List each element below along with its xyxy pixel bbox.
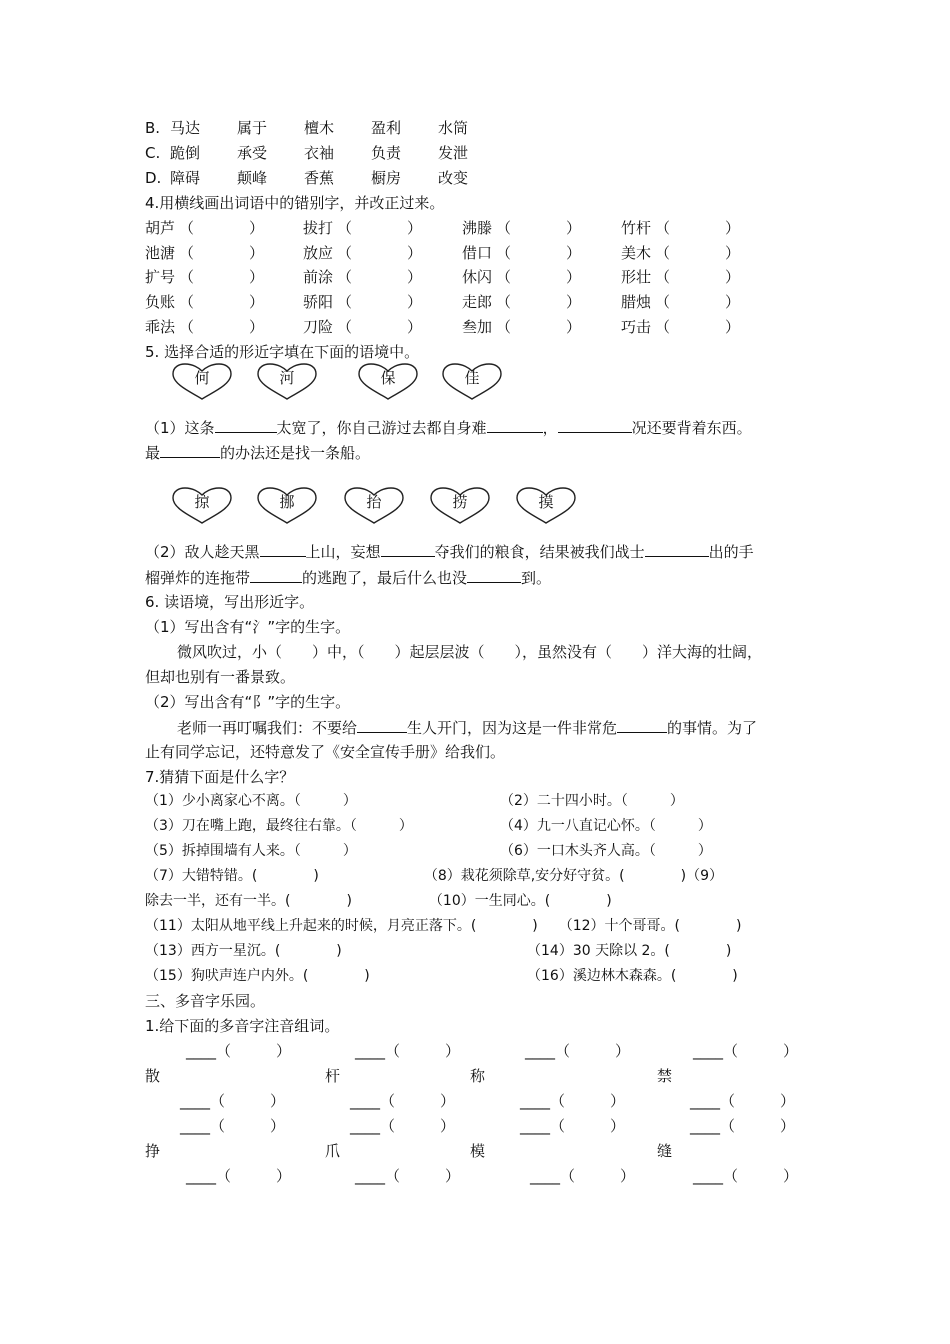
heart-word-card[interactable]	[515, 487, 577, 525]
option-word: 香蕉	[304, 169, 335, 187]
heart-character: 抬	[366, 493, 382, 511]
option-word: 马达	[170, 119, 201, 137]
riddle-2: （2）二十四小时。（ ）	[500, 793, 684, 809]
answer-paren-close: ）	[249, 317, 265, 336]
riddle-7-8-9: （7）大错特错。( ) （8）栽花须除草,安分好守贫。( )（9）	[145, 868, 724, 884]
heart-character: 佳	[464, 369, 480, 387]
option-word: 改变	[438, 169, 469, 187]
option-label: B.	[145, 119, 161, 137]
q4-word: 胡芦	[145, 219, 176, 237]
heart-character: 保	[380, 369, 396, 387]
option-word: 水筒	[438, 119, 469, 137]
pinyin-word-slot[interactable]: ____（ ）	[693, 1167, 799, 1185]
q4-word: 巧击	[621, 317, 652, 336]
pinyin-word-slot[interactable]: ____（ ）	[350, 1092, 456, 1110]
option-word: 檀木	[304, 119, 335, 137]
answer-paren-close: ）	[725, 293, 741, 312]
answer-paren-close: ）	[725, 317, 741, 336]
q4-word: 竹杆	[621, 219, 652, 237]
answer-paren-open[interactable]: （	[655, 243, 671, 262]
pinyin-word-slot[interactable]: ____（ ）	[180, 1117, 286, 1135]
q4-word: 负账	[145, 293, 176, 312]
q4-word: 美木	[621, 243, 652, 262]
answer-paren-close: ）	[249, 293, 265, 312]
pinyin-word-slot[interactable]: ____（ ）	[525, 1042, 631, 1060]
riddle-9-10: 除去一半，还有一半。( ) （10）一生同心。( )	[145, 893, 612, 909]
option-word: 橱房	[371, 169, 402, 187]
answer-blank[interactable]	[645, 540, 709, 557]
answer-paren-close: ）	[407, 293, 423, 312]
riddle-1: （1）少小离家心不离。（ ）	[145, 793, 357, 809]
option-word: 障碍	[170, 169, 201, 187]
answer-blank[interactable]	[357, 716, 407, 733]
answer-paren-close: ）	[249, 243, 265, 262]
pinyin-word-slot[interactable]: ____（ ）	[186, 1042, 292, 1060]
riddle-16: （16）溪边林木森森。( )	[527, 968, 738, 984]
text: 出的手	[708, 543, 754, 561]
riddle-15: （15）狗吠声连户内外。( )	[145, 968, 370, 984]
answer-paren-open[interactable]: （	[655, 219, 671, 237]
polyphone-character: 称	[470, 1067, 486, 1085]
pinyin-word-slot[interactable]: ____（ ）	[693, 1042, 799, 1060]
heart-word-card[interactable]	[441, 363, 503, 401]
polyphone-character: 挣	[145, 1142, 161, 1160]
section-3-title: 三、多音字乐园。	[145, 992, 266, 1010]
answer-blank[interactable]	[160, 441, 220, 458]
option-word: 承受	[237, 144, 268, 162]
answer-blank[interactable]	[487, 416, 543, 433]
q4-word: 形壮	[621, 268, 652, 287]
heart-word-card[interactable]	[256, 363, 318, 401]
text: 况还要背着东西。	[631, 419, 752, 437]
pinyin-word-slot[interactable]: ____（ ）	[180, 1092, 286, 1110]
pinyin-word-slot[interactable]: ____（ ）	[350, 1117, 456, 1135]
answer-paren-close: ）	[249, 219, 265, 237]
q6-part-2-line-1	[177, 716, 757, 739]
riddle-11-12: （11）太阳从地平线上升起来的时候，月亮正落下。( ) （12）十个哥哥。( )	[145, 918, 742, 934]
q5-title: 5. 选择合适的形近字填在下面的语境中。	[145, 343, 420, 361]
q6-part-1-line-2: 但却也别有一番景致。	[145, 668, 296, 686]
q7-title: 7.猜猜下面是什么字？	[145, 768, 295, 786]
riddle-13: （13）西方一星沉。( )	[145, 943, 342, 959]
heart-character: 摸	[538, 493, 554, 511]
answer-paren-open[interactable]: （	[337, 268, 353, 287]
answer-blank[interactable]	[260, 540, 306, 557]
q4-word: 走郎	[462, 293, 493, 312]
answer-paren-open[interactable]: （	[655, 293, 671, 312]
answer-paren-open[interactable]: （	[496, 243, 512, 262]
polyphone-character: 散	[145, 1067, 161, 1085]
answer-paren-close: ）	[407, 219, 423, 237]
answer-paren-close: ）	[566, 317, 582, 336]
pinyin-word-slot[interactable]: ____（ ）	[355, 1167, 461, 1185]
pinyin-word-slot[interactable]: ____（ ）	[520, 1117, 626, 1135]
q4-title: 4.用横线画出词语中的错别字，并改正过来。	[145, 194, 445, 212]
q4-word: 扩号	[145, 268, 176, 287]
riddle-14: （14）30 天除以 2。( )	[527, 943, 732, 959]
q4-word: 休闪	[462, 268, 493, 287]
pinyin-word-slot[interactable]: ____（ ）	[690, 1117, 796, 1135]
heart-character: 河	[279, 369, 295, 387]
heart-character: 捞	[452, 493, 468, 511]
answer-paren-close: ）	[407, 317, 423, 336]
answer-paren-open[interactable]: （	[496, 317, 512, 336]
answer-blank[interactable]	[381, 540, 435, 557]
q5-sentence-2-line-2	[145, 566, 551, 589]
answer-blank[interactable]	[558, 416, 632, 433]
polyphone-character: 模	[470, 1142, 486, 1160]
answer-paren-close: ）	[407, 243, 423, 262]
q5-sentence-2-line-1	[145, 540, 754, 563]
pinyin-word-slot[interactable]: ____（ ）	[186, 1167, 292, 1185]
text: （2）敌人趁天黑	[145, 543, 260, 561]
polyphone-character: 爪	[325, 1142, 341, 1160]
answer-paren-close: ）	[725, 243, 741, 262]
answer-paren-open[interactable]: （	[655, 317, 671, 336]
pinyin-word-slot[interactable]: ____（ ）	[355, 1042, 461, 1060]
text: ，	[542, 419, 558, 437]
riddle-5: （5）拆掉围墙有人来。（ ）	[145, 843, 357, 859]
answer-paren-close: ）	[725, 219, 741, 237]
heart-word-card[interactable]	[357, 363, 419, 401]
option-word: 负责	[371, 144, 402, 162]
text: 夺我们的粮食，结果被我们战士	[434, 543, 645, 561]
heart-word-card[interactable]	[256, 487, 318, 525]
polyphone-character: 杆	[325, 1067, 341, 1085]
option-word: 衣袖	[304, 144, 335, 162]
section-3-q1-title: 1.给下面的多音字注音组词。	[145, 1017, 340, 1035]
answer-blank[interactable]	[250, 566, 302, 583]
answer-paren-close: ）	[566, 219, 582, 237]
q6-part-1-title: （1）写出含有“氵”字的生字。	[145, 618, 351, 636]
text: 上山，妄想	[305, 543, 381, 561]
q4-word: 沸滕	[462, 219, 493, 237]
answer-paren-open[interactable]: （	[496, 219, 512, 237]
answer-paren-open[interactable]: （	[337, 293, 353, 312]
option-word: 跪倒	[170, 144, 201, 162]
answer-paren-open[interactable]: （	[496, 268, 512, 287]
q4-word: 骄阳	[303, 293, 334, 312]
q6-part-2-line-2: 止有同学忘记，还特意发了《安全宣传手册》给我们。	[145, 743, 506, 761]
answer-paren-open[interactable]: （	[179, 219, 195, 237]
answer-paren-open[interactable]: （	[655, 268, 671, 287]
text: （1）这条	[145, 419, 215, 437]
pinyin-word-slot[interactable]: ____（ ）	[530, 1167, 636, 1185]
polyphone-character: 禁	[657, 1067, 673, 1085]
heart-character: 挪	[279, 493, 295, 511]
heart-word-card[interactable]	[429, 487, 491, 525]
q4-word: 腊烛	[621, 293, 652, 312]
answer-paren-open[interactable]: （	[337, 219, 353, 237]
heart-word-card[interactable]	[343, 487, 405, 525]
q4-word: 刀险	[303, 317, 334, 336]
answer-paren-close: ）	[249, 268, 265, 287]
answer-paren-open[interactable]: （	[179, 243, 195, 262]
text: 太宽了，你自己游过去都自身难	[276, 419, 487, 437]
text: 榴弹炸的连拖带	[145, 569, 251, 587]
text: 的办法还是找一条船。	[220, 444, 371, 462]
answer-paren-close: ）	[566, 268, 582, 287]
heart-character: 掠	[194, 493, 210, 511]
answer-paren-open[interactable]: （	[337, 243, 353, 262]
q4-word: 借口	[462, 243, 493, 262]
heart-character: 何	[194, 369, 210, 387]
text: 到。	[521, 569, 552, 587]
option-word: 颠峰	[237, 169, 268, 187]
text: 生人开门，因为这是一件非常危	[407, 719, 618, 737]
q6-title: 6. 读语境，写出形近字。	[145, 593, 315, 611]
text: 老师一再叮嘱我们：不要给	[177, 719, 358, 737]
answer-paren-open[interactable]: （	[496, 293, 512, 312]
heart-word-card[interactable]	[171, 363, 233, 401]
text: 的事情。为了	[667, 719, 758, 737]
answer-paren-close: ）	[407, 268, 423, 287]
q4-word: 放应	[303, 243, 334, 262]
text: 的逃跑了，最后什么也没	[302, 569, 468, 587]
q6-part-1-line-1: 微风吹过，小（ ）中，（ ）起层层波（ ），虽然没有（ ）洋大海的壮阔，	[177, 643, 763, 661]
q5-sentence-1-line-2	[145, 441, 370, 464]
option-word: 盈利	[371, 119, 402, 137]
q4-word: 拔打	[303, 219, 334, 237]
riddle-6: （6）一口木头齐人高。（ ）	[500, 843, 712, 859]
q5-sentence-1-line-1	[145, 416, 752, 439]
answer-paren-open[interactable]: （	[337, 317, 353, 336]
q4-word: 乖法	[145, 317, 176, 336]
q4-word: 池溏	[145, 243, 176, 262]
answer-paren-open[interactable]: （	[179, 317, 195, 336]
text: 最	[145, 444, 161, 462]
riddle-4: （4）九一八直记心怀。（ ）	[500, 818, 712, 834]
riddle-3: （3）刀在嘴上跑，最终往右靠。（ ）	[145, 818, 413, 834]
option-word: 属于	[237, 119, 268, 137]
option-word: 发泄	[438, 144, 469, 162]
answer-blank[interactable]	[617, 716, 667, 733]
pinyin-word-slot[interactable]: ____（ ）	[690, 1092, 796, 1110]
answer-blank[interactable]	[215, 416, 277, 433]
q4-word: 前涂	[303, 268, 334, 287]
answer-paren-close: ）	[566, 293, 582, 312]
answer-paren-close: ）	[725, 268, 741, 287]
answer-paren-open[interactable]: （	[179, 268, 195, 287]
answer-blank[interactable]	[467, 566, 521, 583]
option-label: D.	[145, 169, 162, 187]
q4-word: 叁加	[462, 317, 493, 336]
polyphone-character: 缝	[657, 1142, 673, 1160]
option-label: C.	[145, 144, 161, 162]
heart-word-card[interactable]	[171, 487, 233, 525]
pinyin-word-slot[interactable]: ____（ ）	[520, 1092, 626, 1110]
answer-paren-close: ）	[566, 243, 582, 262]
q6-part-2-title: （2）写出含有“阝”字的生字。	[145, 693, 351, 711]
answer-paren-open[interactable]: （	[179, 293, 195, 312]
